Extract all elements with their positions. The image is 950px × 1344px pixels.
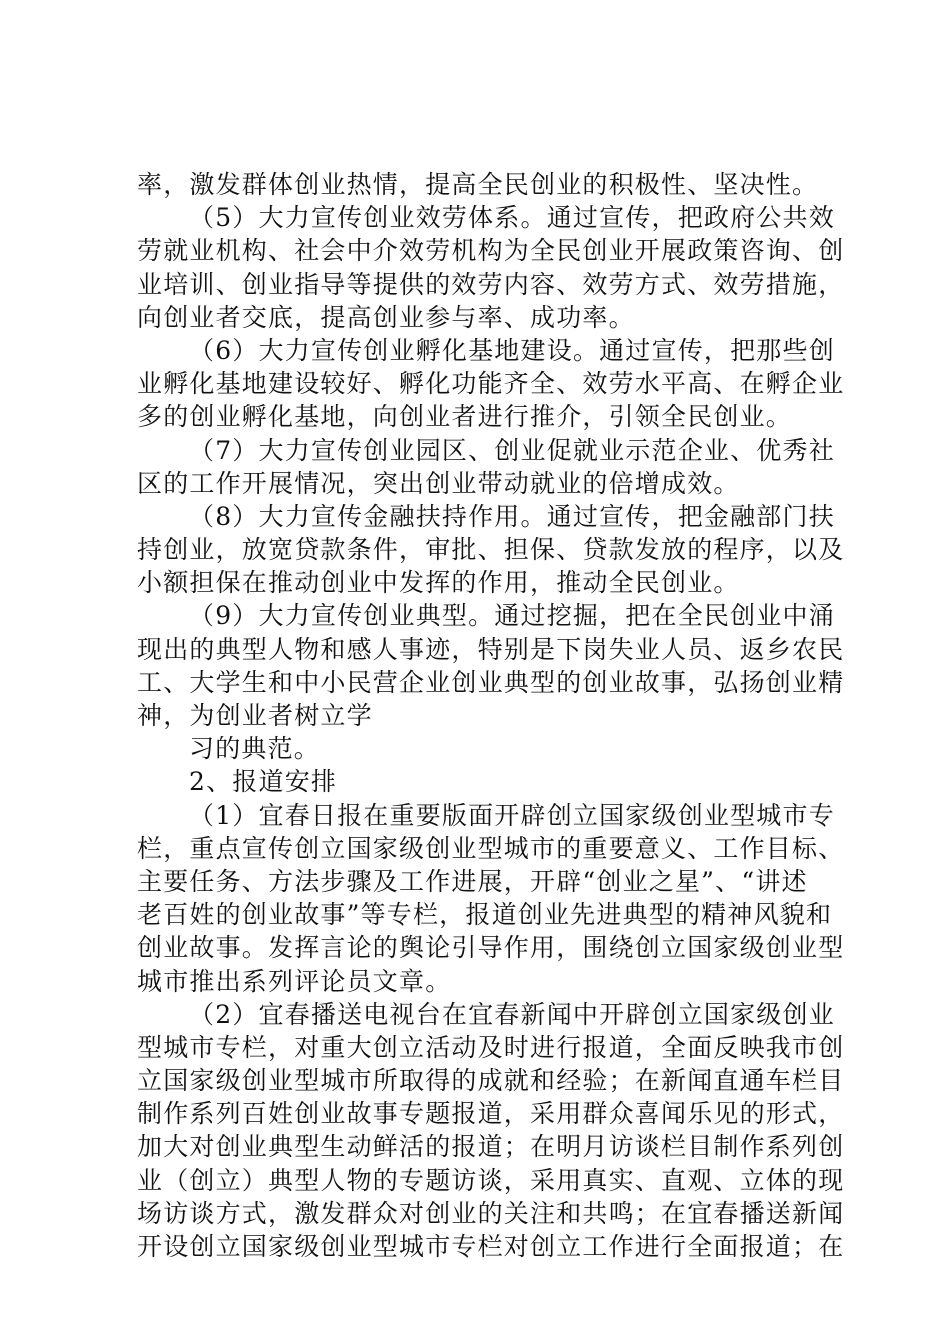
text-line: 主要任务、方法步骤及工作进展，开辟“创业之星”、“讲述 [137, 866, 808, 896]
text-line: 率，激发群体创业热情，提高全民创业的积极性、坚决性。 [137, 170, 819, 199]
text-line: 加大对创业典型生动鲜活的报道；在明月访谈栏目制作系列创 [137, 1132, 845, 1162]
text-line: 城市推出系列评论员文章。 [137, 966, 452, 996]
text-line: 创业故事。发挥言论的舆论引导作用，围绕创立国家级创业型 [137, 933, 845, 963]
text-line: 持创业，放宽贷款条件，审批、担保、贷款发放的程序，以及 [137, 535, 845, 565]
text-line: （8）大力宣传金融扶持作用。通过宣传，把金融部门扶 [189, 501, 835, 531]
text-line: 神，为创业者树立学 [137, 701, 373, 730]
text-line: 向创业者交底，提高创业参与率、成功率。 [137, 302, 635, 332]
body-text [137, 168, 845, 1263]
text-line: 业（创立）典型人物的专题访谈，采用真实、直观、立体的现 [137, 1165, 845, 1195]
text-line: 栏，重点宣传创立国家级创业型城市的重要意义、工作目标、 [137, 833, 845, 863]
text-line: 小额担保在推动创业中发挥的作用，推动全民创业。 [137, 568, 740, 598]
text-line: （9）大力宣传创业典型。通过挖掘，把在全民创业中涌 [189, 601, 835, 631]
text-line: （1）宜春日报在重要版面开辟创立国家级创业型城市专 [189, 800, 835, 830]
text-line: 场访谈方式，激发群众对创业的关注和共鸣；在宜春播送新闻 [137, 1198, 845, 1228]
text-line: （2）宜春播送电视台在宜春新闻中开辟创立国家级创业 [189, 999, 835, 1029]
text-line: （6）大力宣传创业孵化基地建设。通过宣传，把那些创 [189, 335, 835, 365]
text-line: 老百姓的创业故事”等专栏，报道创业先进典型的精神风貌和 [137, 900, 833, 930]
text-line: 习的典范。 [189, 734, 321, 764]
text-line: 业孵化基地建设较好、孵化功能齐全、效劳水平高、在孵企业 [137, 369, 845, 399]
text-line: 工、大学生和中小民营企业创业典型的创业故事，弘扬创业精 [137, 667, 845, 697]
text-line: 多的创业孵化基地，向创业者进行推介，引领全民创业。 [137, 402, 793, 432]
text-line: （7）大力宣传创业园区、创业促就业示范企业、优秀社 [189, 435, 835, 465]
section-heading: 2、报道安排 [189, 767, 338, 797]
text-line: （5）大力宣传创业效劳体系。通过宣传，把政府公共效 [189, 203, 835, 233]
text-line: 制作系列百姓创业故事专题报道，采用群众喜闻乐见的形式， [137, 1099, 845, 1129]
text-line: 区的工作开展情况，突出创业带动就业的倍增成效。 [137, 468, 740, 498]
text-line: 业培训、创业指导等提供的效劳内容、效劳方式、效劳措施， [137, 269, 845, 299]
text-line: 劳就业机构、社会中介效劳机构为全民创业开展政策咨询、创 [137, 236, 845, 266]
text-line: 现出的典型人物和感人事迹，特别是下岗失业人员、返乡农民 [137, 634, 845, 664]
text-line: 开设创立国家级创业型城市专栏对创立工作进行全面报道；在 [137, 1232, 845, 1261]
text-line: 型城市专栏，对重大创立活动及时进行报道，全面反映我市创 [137, 1032, 845, 1062]
text-line: 立国家级创业型城市所取得的成就和经验；在新闻直通车栏目 [137, 1066, 845, 1096]
